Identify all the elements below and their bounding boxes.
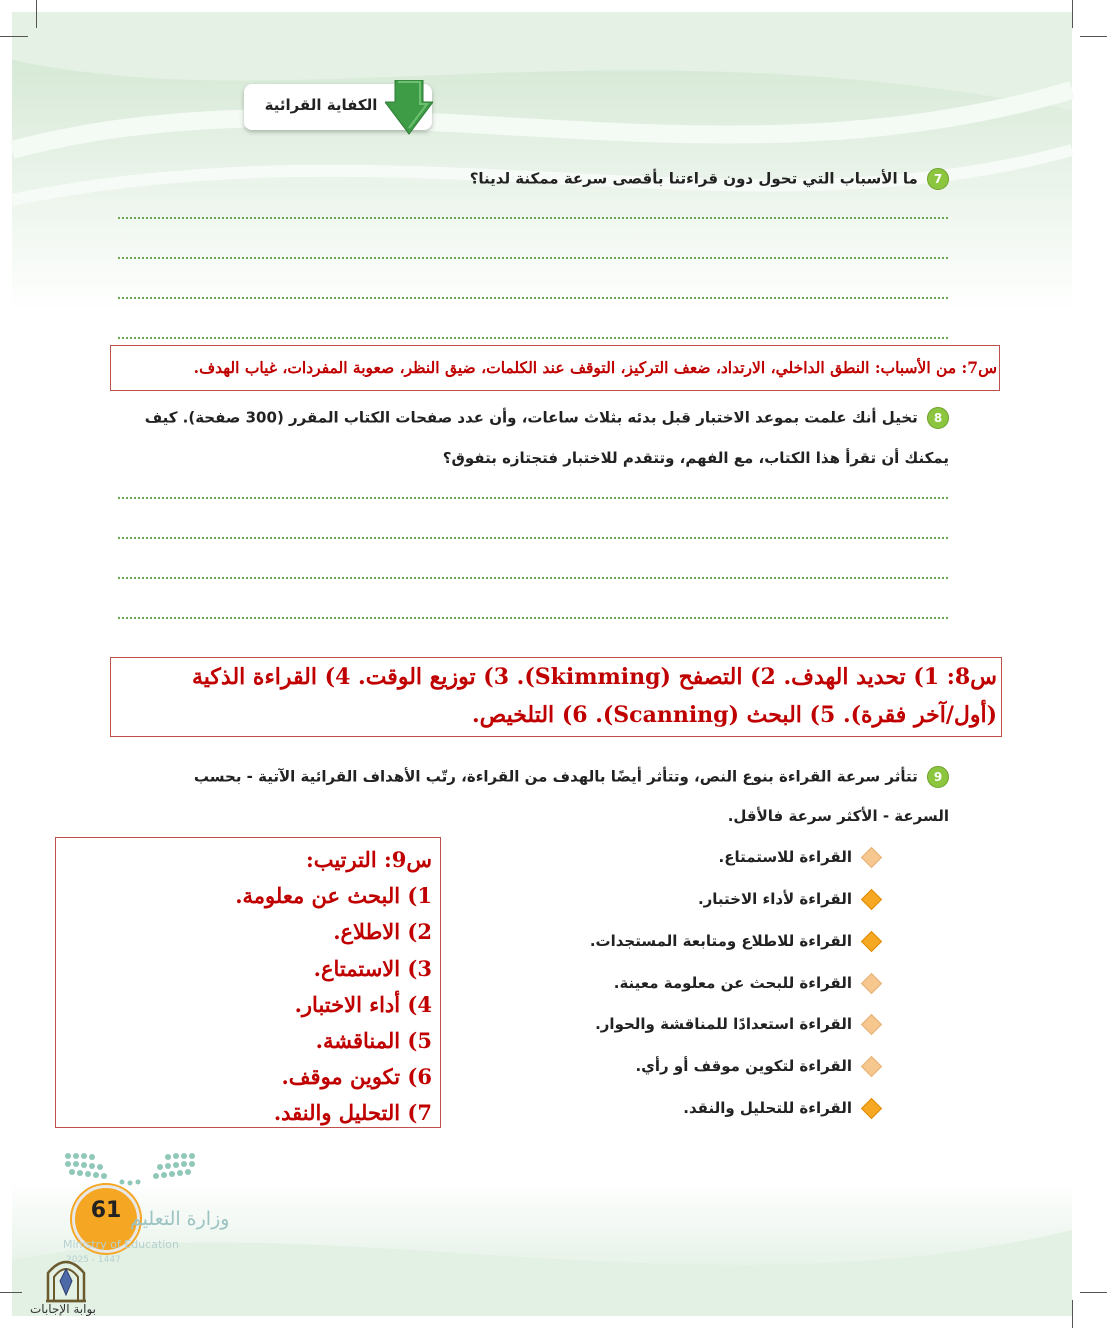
answer-8-box xyxy=(110,657,1002,737)
edition-year: 2025 - 1447 xyxy=(66,1255,121,1265)
list-item xyxy=(683,1099,879,1117)
crop-mark xyxy=(1072,1300,1073,1328)
answer-line xyxy=(118,617,948,619)
crop-mark xyxy=(0,36,28,37)
list-item xyxy=(590,932,879,950)
diamond-bullet-icon xyxy=(861,1014,882,1035)
crop-mark xyxy=(36,0,37,28)
answer-9-box xyxy=(55,837,441,1128)
ministry-name-en: Ministry of Education xyxy=(63,1238,180,1251)
crop-mark xyxy=(1072,0,1073,28)
diamond-bullet-icon xyxy=(861,889,882,910)
question-text-line2: يمكنك أن تقرأ هذا الكتاب، مع الفهم، وتتقدم للاختبار فتجتازه بتفوق؟ xyxy=(442,449,949,467)
answer-9-title: س9: الترتيب: xyxy=(305,847,432,872)
answer-9-item: 7) التحليل والنقد. xyxy=(273,1100,432,1126)
diamond-bullet-icon xyxy=(861,847,882,868)
answer-line xyxy=(118,497,948,499)
list-item xyxy=(698,890,879,908)
answer-line xyxy=(118,577,948,579)
question-8-line2 xyxy=(443,449,949,467)
question-text-line1: تخيل أنك علمت بموعد الاختبار قبل بدئه بثلاث ساعات، وأن عدد صفحات الكتاب المقرر (300 صفحة). كيف xyxy=(144,408,918,427)
question-number-badge: 9 xyxy=(927,766,949,788)
option-text: القراءة للاطلاع ومتابعة المستجدات. xyxy=(589,932,852,950)
answer-9-item: 6) تكوين موقف. xyxy=(281,1064,432,1090)
crop-mark xyxy=(1080,36,1107,37)
portal-name: بوابة الإجابات xyxy=(30,1302,97,1316)
answer-7-box xyxy=(110,345,1000,391)
section-title: الكفاية القرائية xyxy=(264,96,378,114)
answer-9-item: 4) أداء الاختبار. xyxy=(294,991,432,1017)
answer-line xyxy=(118,217,948,219)
option-text: القراءة للبحث عن معلومة معينة. xyxy=(613,974,852,992)
crop-mark xyxy=(1080,1292,1107,1293)
question-number-badge: 7 xyxy=(927,168,949,190)
option-text: القراءة للاستمتاع. xyxy=(718,848,852,866)
ministry-logo-icon xyxy=(62,1150,202,1190)
list-item xyxy=(635,1057,879,1075)
option-text: القراءة لتكوين موقف أو رأي. xyxy=(635,1057,852,1075)
answer-9-item: 2) الاطلاع. xyxy=(333,919,432,945)
question-7 xyxy=(470,168,949,190)
crop-mark xyxy=(0,1292,22,1293)
question-9-line2 xyxy=(728,807,949,825)
portal-logo-icon xyxy=(44,1255,88,1303)
answer-line xyxy=(118,537,948,539)
question-text-line1: تتأثر سرعة القراءة بنوع النص، وتتأثر أيضًا بالهدف من القراءة، رتّب الأهداف القرائية الآتية - بحسب xyxy=(193,767,918,786)
diamond-bullet-icon xyxy=(861,1098,882,1119)
option-text: القراءة استعدادًا للمناقشة والحوار. xyxy=(595,1015,852,1033)
question-8 xyxy=(145,407,949,429)
answer-9-item: 1) البحث عن معلومة. xyxy=(235,883,432,909)
answer-9-item: 3) الاستمتاع. xyxy=(313,955,432,981)
answer-line xyxy=(118,257,948,259)
question-number-badge: 8 xyxy=(927,407,949,429)
answer-9-item: 5) المناقشة. xyxy=(315,1028,432,1054)
answer-line xyxy=(118,337,948,339)
option-text: القراءة لأداء الاختبار. xyxy=(697,890,852,908)
diamond-bullet-icon xyxy=(861,973,882,994)
question-text-line2: السرعة - الأكثر سرعة فالأقل. xyxy=(727,807,949,825)
list-item xyxy=(614,974,879,992)
answer-7-text: س7: من الأسباب: النطق الداخلي، الارتداد، ضعف التركيز، التوقف عند الكلمات، ضيق النظر، صعوبة المفردات، غياب الهدف. xyxy=(193,358,997,377)
list-item xyxy=(595,1015,879,1033)
page-number: 61 xyxy=(90,1198,122,1223)
option-text: القراءة للتحليل والنقد. xyxy=(683,1099,852,1117)
answer-8-line1: س8: 1) تحديد الهدف. 2) التصفح (Skimming). 3) توزيع الوقت. 4) القراءة الذكية xyxy=(192,664,997,690)
answer-line xyxy=(118,297,948,299)
diamond-bullet-icon xyxy=(861,1056,882,1077)
question-9 xyxy=(194,766,949,788)
list-item xyxy=(719,848,879,866)
answer-8-line2: (أول/آخر فقرة). 5) البحث (Scanning). 6) التلخيص. xyxy=(471,702,997,728)
question-text: ما الأسباب التي تحول دون قراءتنا بأقصى سرعة ممكنة لدينا؟ xyxy=(469,169,918,188)
ministry-name-ar: وزارة التعليم xyxy=(130,1208,230,1230)
diamond-bullet-icon xyxy=(861,931,882,952)
down-arrow-icon xyxy=(385,80,433,136)
